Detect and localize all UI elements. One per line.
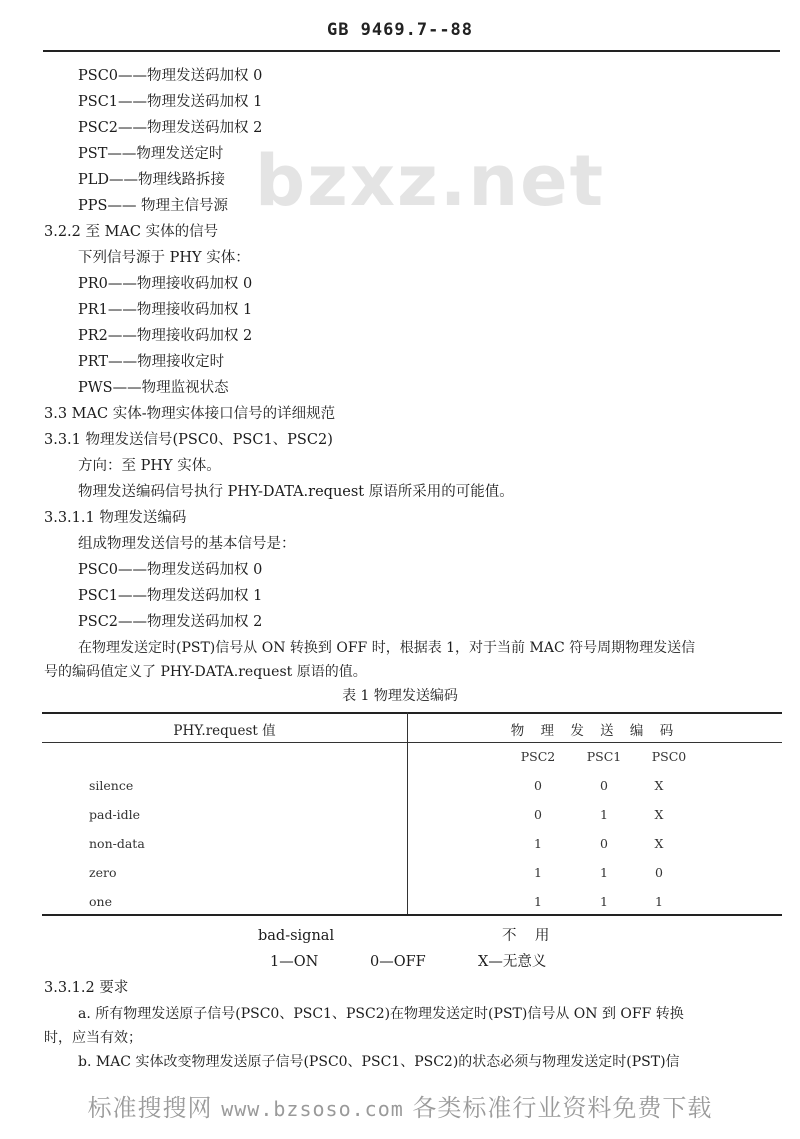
row-psc0: X [654, 778, 664, 793]
row-value-label: silence [89, 778, 134, 793]
row-psc1: 1 [600, 807, 608, 822]
paragraph-line: 在物理发送定时(PST)信号从 ON 转换到 OFF 时，根据表 1，对于当前 MAC 符号周期物理发送信 [78, 640, 696, 656]
list-item: PPS—— 物理主信号源 [78, 198, 229, 214]
row-psc2: 0 [534, 807, 542, 822]
list-item: PSC2——物理发送码加权 2 [78, 120, 263, 136]
list-item: PR2——物理接收码加权 2 [78, 328, 253, 344]
section-heading-3-3: 3.3 MAC 实体-物理实体接口信号的详细规范 [44, 406, 336, 422]
section-heading-3-3-1: 3.3.1 物理发送信号(PSC0、PSC1、PSC2) [44, 432, 333, 448]
row-psc0: X [654, 807, 664, 822]
paragraph-line: 号的编码值定义了 PHY-DATA.request 原语的值。 [44, 664, 367, 680]
list-item: PR0——物理接收码加权 0 [78, 276, 253, 292]
row-psc0: 0 [655, 865, 663, 880]
bad-signal-label: bad-signal [258, 928, 335, 944]
direction-text: 方向：至 PHY 实体。 [78, 458, 221, 474]
list-item: PR1——物理接收码加权 1 [78, 302, 253, 318]
section-intro: 下列信号源于 PHY 实体： [78, 250, 250, 266]
footer-url: www.bzsoso.com [221, 1097, 404, 1121]
requirement-a-line: a. 所有物理发送原子信号(PSC0、PSC1、PSC2)在物理发送定时(PST)信号从 ON 到 OFF 转换 [78, 1006, 684, 1022]
table-header-divider [42, 742, 782, 743]
table-physical-send-coding [42, 712, 782, 916]
column-header-coding: 物 理 发 送 编 码 [510, 723, 680, 739]
standard-number-header: GB 9469.7--88 [326, 20, 474, 40]
row-psc1: 0 [600, 778, 608, 793]
table-column-divider [407, 712, 408, 916]
row-psc1: 0 [600, 836, 608, 851]
footer-watermark [0, 1088, 800, 1123]
row-psc2: 1 [534, 836, 542, 851]
bad-signal-value: 不 用 [502, 928, 550, 944]
column-header-phy-request: PHY.request 值 [173, 723, 276, 739]
list-item: PSC1——物理发送码加权 1 [78, 94, 263, 110]
section-heading-3-3-1-1: 3.3.1.1 物理发送编码 [44, 510, 187, 526]
row-value-label: zero [89, 865, 117, 880]
list-item: PSC2——物理发送码加权 2 [78, 614, 263, 630]
table-caption: 表 1 物理发送编码 [342, 688, 458, 704]
list-item: PRT——物理接收定时 [78, 354, 225, 370]
requirement-b-line: b. MAC 实体改变物理发送原子信号(PSC0、PSC1、PSC2)的状态必须与物理发送定时(PST)信 [78, 1054, 680, 1070]
watermark-logo: bzxz.net [255, 140, 606, 222]
row-psc0: X [654, 836, 664, 851]
list-item: PWS——物理监视状态 [78, 380, 229, 396]
list-item: PSC0——物理发送码加权 0 [78, 68, 263, 84]
table-bottom-border [42, 914, 782, 916]
legend-off: 0—OFF [370, 954, 426, 970]
section-heading-3-2-2: 3.2.2 至 MAC 实体的信号 [44, 224, 219, 240]
list-item: PST——物理发送定时 [78, 146, 224, 162]
row-psc2: 1 [534, 865, 542, 880]
row-value-label: one [89, 894, 112, 909]
requirement-a-line: 时，应当有效； [44, 1030, 142, 1046]
sub-header-psc1: PSC1 [586, 749, 622, 764]
row-value-label: pad-idle [89, 807, 141, 822]
row-psc2: 0 [534, 778, 542, 793]
legend-on: 1—ON [270, 954, 319, 970]
description-text: 物理发送编码信号执行 PHY-DATA.request 原语所采用的可能值。 [78, 484, 514, 500]
row-psc2: 1 [534, 894, 542, 909]
row-psc1: 1 [600, 894, 608, 909]
list-item: PLD——物理线路拆接 [78, 172, 226, 188]
row-value-label: non-data [89, 836, 145, 851]
table-top-border [42, 712, 782, 714]
section-heading-3-3-1-2: 3.3.1.2 要求 [44, 980, 129, 996]
sub-header-psc0: PSC0 [651, 749, 687, 764]
section-intro: 组成物理发送信号的基本信号是： [78, 536, 296, 552]
row-psc0: 1 [655, 894, 663, 909]
list-item: PSC0——物理发送码加权 0 [78, 562, 263, 578]
list-item: PSC1——物理发送码加权 1 [78, 588, 263, 604]
row-psc1: 1 [600, 865, 608, 880]
legend-dont-care: X—无意义 [478, 954, 547, 970]
footer-slogan: 各类标准行业资料免费下载 [412, 1094, 713, 1122]
footer-site-name: 标准搜搜网 [87, 1094, 213, 1122]
header-rule [43, 50, 780, 52]
sub-header-psc2: PSC2 [520, 749, 556, 764]
